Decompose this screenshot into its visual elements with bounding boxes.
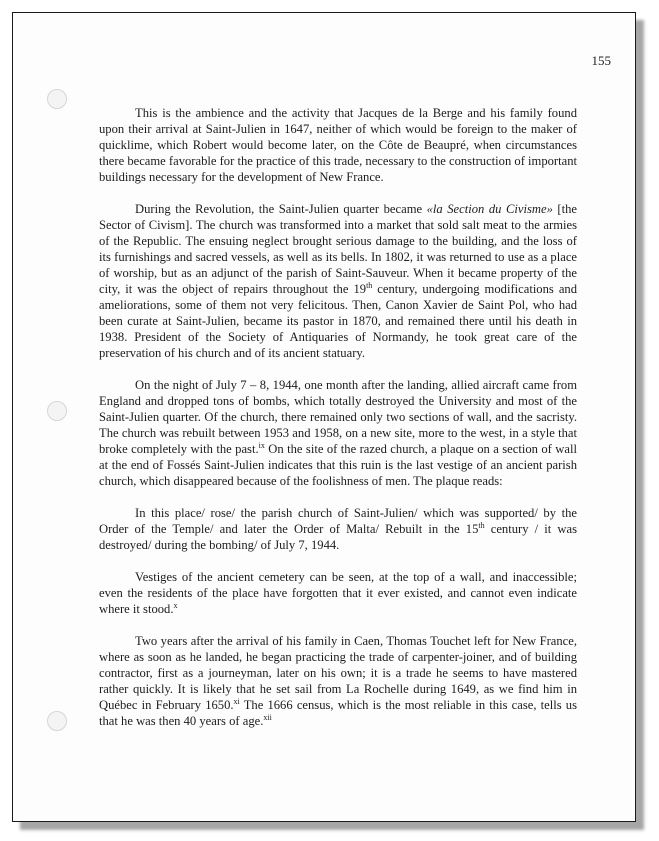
text-run: On the night of July 7 – 8, 1944, one month after the landing, allied aircraft came from England and dropped tons of bombs, which totally destroyed the University and most of the Saint-Julien quarter. Of the church, there remained only two sections of wall, and the sacristy. The church was rebuilt between 1953 and 1958, on a new site, more to the west, in a style that broke completely with the past. (99, 378, 577, 456)
footnote-ref: xii (263, 712, 272, 722)
body-text (99, 105, 577, 745)
paragraph-2 (99, 201, 577, 361)
text-run: In this place/ rose/ the parish church of Saint-Julien/ which was supported/ by the Order of the Temple/ and later the Order of Malta/ Rebuilt in the 15 (99, 506, 577, 536)
document-page (12, 12, 636, 822)
superscript: th (478, 520, 485, 530)
text-run: Vestiges of the ancient cemetery can be seen, at the top of a wall, and inaccessible; even the residents of the place have forgotten that it ever existed, and cannot even indicate where it stood. (99, 570, 577, 616)
text-run: On the site of the razed church, a plaque on a section of wall at the end of Fossés Saint-Julien indicates that this ruin is the last vestige of an ancient parish church, which disappeared because of the foolishness of men. The plaque reads: (99, 442, 577, 488)
text-run: century / it was destroyed/ during the bombing/ of July 7, 1944. (99, 522, 577, 552)
footnote-ref: x (173, 600, 178, 610)
paragraph-5 (99, 569, 577, 617)
punch-hole (47, 89, 67, 109)
text-run: The 1666 census, which is the most reliable in this case, tells us that he was then 40 years of age. (99, 698, 577, 728)
paragraph-6 (99, 633, 577, 729)
text-run: During the Revolution, the Saint-Julien quarter became (135, 202, 427, 216)
text-run: century, undergoing modifications and ameliorations, some of them not very felicitous. Then, Canon Xavier de Saint Pol, who had been curate at Saint-Julien, became its pastor in 1870, and remained there until his death in 1938. President of the Society of Antiquaries of Normandy, he took great care of the preservation of his church and of its ancient statuary. (99, 282, 578, 360)
superscript: th (366, 280, 373, 290)
page-number: 155 (591, 53, 611, 68)
punch-hole (47, 401, 67, 421)
footnote-ref: ix (258, 440, 265, 450)
footnote-ref: xi (233, 696, 240, 706)
paragraph-3 (99, 377, 577, 489)
text-run: Two years after the arrival of his family in Caen, Thomas Touchet left for New France, where as soon as he landed, he began practicing the trade of carpenter-joiner, and of building contractor, first as a journeyman, later on his own; it is a trade he seems to have mastered rather quickly. It is likely that he set sail from La Rochelle during 1649, as we find him in Québec in February 1650. (99, 634, 577, 712)
italic-term: «la Section du Civisme» (426, 202, 553, 216)
plaque-quote (99, 505, 577, 553)
text-run: [the Sector of Civism]. The church was transformed into a market that sold salt meat to the armies of the Republic. The ensuing neglect brought serious damage to the building, and the loss of its furnishings and sacred vessels, as well as its bells. In 1802, it was returned to use as a place of worship, but as an adjunct of the parish of Saint-Sauveur. When it became property of the city, it was the object of repairs throughout the 19 (99, 202, 577, 296)
paragraph-1: This is the ambience and the activity that Jacques de la Berge and his family found upon their arrival at Saint-Julien in 1647, neither of which would be foreign to the maker of quicklime, which Robert would become later, on the Côte de Beaupré, when circumstances there became favorable for the practice of this trade, necessary to the construction of important buildings necessary for the development of New France. (99, 106, 578, 184)
punch-hole (47, 711, 67, 731)
